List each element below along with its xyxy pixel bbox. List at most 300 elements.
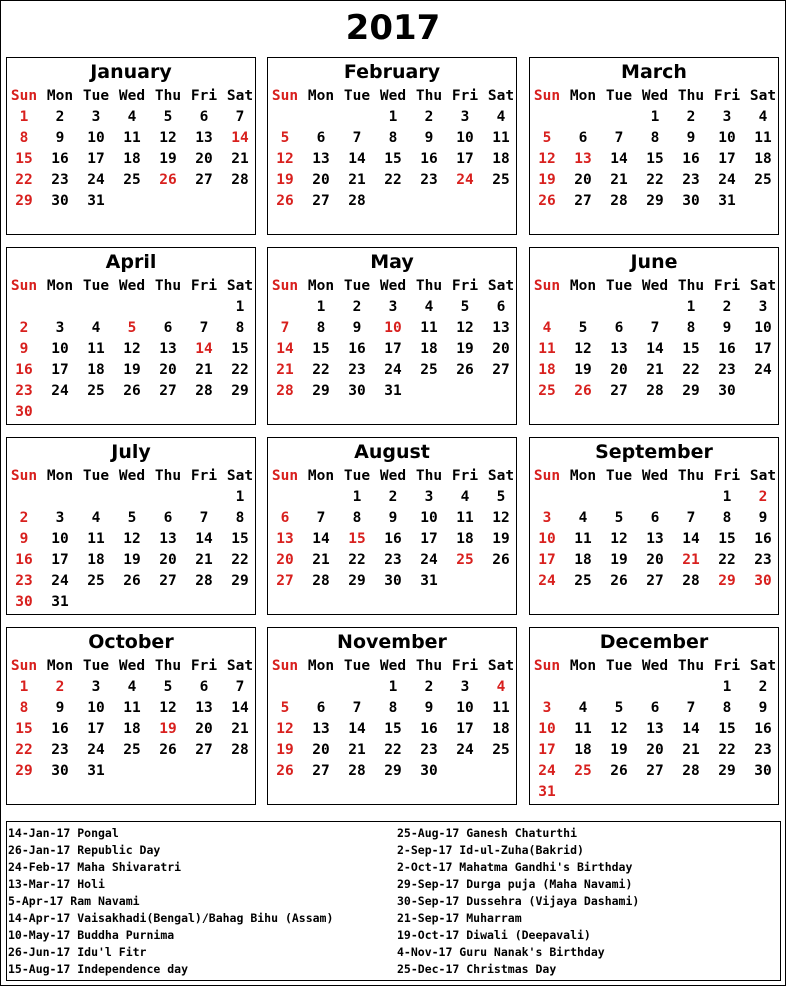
day-cell: 28 <box>682 763 700 779</box>
day-cell: 6 <box>199 109 209 125</box>
day-cell: 2 <box>388 489 398 505</box>
day-cell: 5 <box>127 320 137 336</box>
day-cell: 3 <box>460 109 470 125</box>
day-cell: 26 <box>574 383 592 399</box>
weekday-header-sun: Sun <box>10 658 38 674</box>
day-cell: 28 <box>610 193 628 209</box>
holiday-item: 25-Aug-17 Ganesh Chaturthi <box>397 826 578 840</box>
day-cell: 16 <box>348 341 366 357</box>
day-cell: 3 <box>542 700 552 716</box>
day-cell: 12 <box>538 151 556 167</box>
day-cell: 5 <box>280 700 290 716</box>
day-cell: 3 <box>424 489 434 505</box>
weekday-header-fri: Fri <box>451 468 479 484</box>
month-august <box>267 437 517 615</box>
day-cell: 31 <box>420 573 438 589</box>
holiday-item: 26-Jun-17 Idu'l Fitr <box>8 945 147 959</box>
day-cell: 27 <box>574 193 592 209</box>
day-cell: 5 <box>163 109 173 125</box>
holiday-item: 5-Apr-17 Ram Navami <box>8 894 140 908</box>
day-cell: 24 <box>538 573 556 589</box>
month-title: March <box>621 61 687 83</box>
day-cell: 20 <box>492 341 510 357</box>
day-cell: 6 <box>650 510 660 526</box>
day-cell: 24 <box>456 172 474 188</box>
holiday-item: 29-Sep-17 Durga puja (Maha Navami) <box>397 877 633 891</box>
day-cell: 15 <box>15 721 33 737</box>
day-cell: 9 <box>424 130 434 146</box>
day-cell: 5 <box>280 130 290 146</box>
weekday-header-tue: Tue <box>343 658 371 674</box>
weekday-header-sat: Sat <box>749 658 777 674</box>
day-cell: 19 <box>276 742 294 758</box>
day-cell: 18 <box>420 341 438 357</box>
weekday-header-sun: Sun <box>10 468 38 484</box>
day-cell: 24 <box>51 383 69 399</box>
day-cell: 22 <box>15 742 33 758</box>
holiday-item: 13-Mar-17 Holi <box>8 877 105 891</box>
day-cell: 28 <box>231 742 249 758</box>
day-cell: 21 <box>312 552 330 568</box>
day-cell: 17 <box>420 531 438 547</box>
day-cell: 18 <box>574 552 592 568</box>
day-cell: 14 <box>312 531 330 547</box>
day-cell: 3 <box>91 679 101 695</box>
day-cell: 7 <box>199 510 209 526</box>
day-cell: 4 <box>758 109 768 125</box>
day-cell: 16 <box>15 552 33 568</box>
weekday-header-fri: Fri <box>451 658 479 674</box>
day-cell: 9 <box>758 700 768 716</box>
day-cell: 27 <box>195 172 213 188</box>
day-cell: 1 <box>722 679 732 695</box>
day-cell: 19 <box>276 172 294 188</box>
holiday-list <box>6 821 781 981</box>
day-cell: 13 <box>492 320 510 336</box>
day-cell: 21 <box>231 151 249 167</box>
weekday-header-sat: Sat <box>487 278 515 294</box>
day-cell: 18 <box>492 721 510 737</box>
day-cell: 19 <box>123 552 141 568</box>
day-cell: 10 <box>718 130 736 146</box>
day-cell: 4 <box>542 320 552 336</box>
day-cell: 12 <box>574 341 592 357</box>
day-cell: 15 <box>718 531 736 547</box>
day-cell: 26 <box>123 383 141 399</box>
day-cell: 18 <box>87 362 105 378</box>
day-cell: 17 <box>384 341 402 357</box>
day-cell: 11 <box>123 130 141 146</box>
day-cell: 12 <box>159 130 177 146</box>
day-cell: 9 <box>758 510 768 526</box>
day-cell: 24 <box>87 172 105 188</box>
day-cell: 28 <box>682 573 700 589</box>
day-cell: 24 <box>420 552 438 568</box>
day-cell: 23 <box>51 172 69 188</box>
day-cell: 17 <box>754 341 772 357</box>
day-cell: 26 <box>456 362 474 378</box>
day-cell: 8 <box>316 320 326 336</box>
day-cell: 3 <box>542 510 552 526</box>
day-cell: 26 <box>610 763 628 779</box>
day-cell: 4 <box>460 489 470 505</box>
day-cell: 12 <box>610 531 628 547</box>
day-cell: 13 <box>574 151 592 167</box>
day-cell: 2 <box>352 299 362 315</box>
day-cell: 27 <box>492 362 510 378</box>
holiday-item: 24-Feb-17 Maha Shivaratri <box>8 860 182 874</box>
day-cell: 12 <box>159 700 177 716</box>
day-cell: 27 <box>276 573 294 589</box>
day-cell: 6 <box>199 679 209 695</box>
day-cell: 17 <box>538 742 556 758</box>
day-cell: 15 <box>384 721 402 737</box>
day-cell: 21 <box>646 362 664 378</box>
day-cell: 8 <box>19 700 29 716</box>
day-cell: 6 <box>578 130 588 146</box>
day-cell: 12 <box>276 721 294 737</box>
month-september <box>529 437 779 615</box>
day-cell: 12 <box>492 510 510 526</box>
holiday-item: 10-May-17 Buddha Purnima <box>8 928 175 942</box>
day-cell: 14 <box>682 721 700 737</box>
day-cell: 10 <box>456 700 474 716</box>
day-cell: 15 <box>682 341 700 357</box>
day-cell: 7 <box>352 130 362 146</box>
day-cell: 23 <box>15 573 33 589</box>
day-cell: 25 <box>87 383 105 399</box>
weekday-header-thu: Thu <box>154 658 182 674</box>
day-cell: 28 <box>195 383 213 399</box>
month-february <box>267 57 517 235</box>
month-april <box>6 247 256 425</box>
day-cell: 7 <box>235 109 245 125</box>
day-cell: 23 <box>420 172 438 188</box>
day-cell: 3 <box>758 299 768 315</box>
weekday-header-sat: Sat <box>487 88 515 104</box>
year-title: 2017 <box>345 8 441 48</box>
weekday-header-mon: Mon <box>569 468 597 484</box>
day-cell: 13 <box>646 721 664 737</box>
weekday-header-mon: Mon <box>569 278 597 294</box>
day-cell: 22 <box>231 552 249 568</box>
day-cell: 19 <box>456 341 474 357</box>
day-cell: 29 <box>718 763 736 779</box>
day-cell: 15 <box>15 151 33 167</box>
day-cell: 26 <box>492 552 510 568</box>
day-cell: 7 <box>352 700 362 716</box>
day-cell: 29 <box>646 193 664 209</box>
weekday-header-sun: Sun <box>10 88 38 104</box>
month-title: April <box>105 251 157 273</box>
day-cell: 22 <box>718 552 736 568</box>
day-cell: 23 <box>420 742 438 758</box>
day-cell: 13 <box>312 151 330 167</box>
day-cell: 9 <box>19 531 29 547</box>
day-cell: 2 <box>424 109 434 125</box>
day-cell: 11 <box>574 531 592 547</box>
day-cell: 28 <box>348 193 366 209</box>
day-cell: 25 <box>456 552 474 568</box>
day-cell: 8 <box>388 130 398 146</box>
day-cell: 9 <box>686 130 696 146</box>
day-cell: 19 <box>610 552 628 568</box>
weekday-header-mon: Mon <box>569 658 597 674</box>
day-cell: 21 <box>276 362 294 378</box>
month-may <box>267 247 517 425</box>
day-cell: 4 <box>127 109 137 125</box>
day-cell: 16 <box>51 721 69 737</box>
day-cell: 4 <box>91 510 101 526</box>
month-june <box>529 247 779 425</box>
day-cell: 10 <box>87 700 105 716</box>
day-cell: 16 <box>15 362 33 378</box>
day-cell: 5 <box>496 489 506 505</box>
day-cell: 2 <box>55 109 65 125</box>
day-cell: 11 <box>87 341 105 357</box>
day-cell: 30 <box>682 193 700 209</box>
day-cell: 26 <box>610 573 628 589</box>
day-cell: 17 <box>456 721 474 737</box>
day-cell: 5 <box>614 510 624 526</box>
day-cell: 14 <box>231 700 249 716</box>
day-cell: 25 <box>492 742 510 758</box>
weekday-header-fri: Fri <box>190 658 218 674</box>
day-cell: 3 <box>388 299 398 315</box>
weekday-header-sat: Sat <box>487 468 515 484</box>
day-cell: 30 <box>718 383 736 399</box>
day-cell: 2 <box>19 510 29 526</box>
day-cell: 21 <box>348 742 366 758</box>
day-cell: 26 <box>159 172 177 188</box>
holiday-item: 21-Sep-17 Muharram <box>397 911 522 925</box>
day-cell: 22 <box>384 742 402 758</box>
day-cell: 25 <box>87 573 105 589</box>
day-cell: 9 <box>19 341 29 357</box>
day-cell: 6 <box>163 320 173 336</box>
day-cell: 19 <box>574 362 592 378</box>
day-cell: 22 <box>312 362 330 378</box>
weekday-header-fri: Fri <box>713 88 741 104</box>
day-cell: 7 <box>686 510 696 526</box>
month-title: August <box>354 441 430 463</box>
day-cell: 2 <box>55 679 65 695</box>
day-cell: 21 <box>610 172 628 188</box>
day-cell: 18 <box>123 151 141 167</box>
weekday-header-mon: Mon <box>307 658 335 674</box>
weekday-header-tue: Tue <box>343 88 371 104</box>
holiday-item: 30-Sep-17 Dussehra (Vijaya Dashami) <box>397 894 640 908</box>
day-cell: 15 <box>312 341 330 357</box>
day-cell: 20 <box>646 742 664 758</box>
day-cell: 23 <box>348 362 366 378</box>
day-cell: 20 <box>276 552 294 568</box>
day-cell: 30 <box>754 573 772 589</box>
day-cell: 4 <box>496 679 506 695</box>
weekday-header-thu: Thu <box>415 278 443 294</box>
holiday-list-left <box>8 825 333 978</box>
day-cell: 9 <box>55 700 65 716</box>
day-cell: 2 <box>758 489 768 505</box>
day-cell: 11 <box>754 130 772 146</box>
day-cell: 22 <box>646 172 664 188</box>
day-cell: 7 <box>235 679 245 695</box>
holiday-item: 4-Nov-17 Guru Nanak's Birthday <box>397 945 605 959</box>
day-cell: 31 <box>87 763 105 779</box>
day-cell: 16 <box>682 151 700 167</box>
day-cell: 4 <box>91 320 101 336</box>
day-cell: 7 <box>280 320 290 336</box>
day-cell: 9 <box>55 130 65 146</box>
day-cell: 8 <box>235 510 245 526</box>
weekday-header-fri: Fri <box>451 278 479 294</box>
day-cell: 1 <box>19 109 29 125</box>
day-cell: 13 <box>159 341 177 357</box>
weekday-header-fri: Fri <box>190 278 218 294</box>
weekday-header-mon: Mon <box>46 468 74 484</box>
day-cell: 21 <box>348 172 366 188</box>
day-cell: 21 <box>682 552 700 568</box>
weekday-header-sun: Sun <box>10 278 38 294</box>
day-cell: 30 <box>15 594 33 610</box>
day-cell: 17 <box>51 552 69 568</box>
weekday-header-wed: Wed <box>641 88 669 104</box>
day-cell: 3 <box>722 109 732 125</box>
day-cell: 11 <box>87 531 105 547</box>
day-cell: 7 <box>614 130 624 146</box>
day-cell: 27 <box>646 763 664 779</box>
day-cell: 14 <box>348 151 366 167</box>
day-cell: 12 <box>123 341 141 357</box>
weekday-header-fri: Fri <box>190 468 218 484</box>
day-cell: 10 <box>87 130 105 146</box>
weekday-header-thu: Thu <box>154 278 182 294</box>
day-cell: 3 <box>55 320 65 336</box>
day-cell: 16 <box>51 151 69 167</box>
day-cell: 6 <box>496 299 506 315</box>
weekday-header-mon: Mon <box>46 88 74 104</box>
day-cell: 22 <box>384 172 402 188</box>
day-cell: 1 <box>235 299 245 315</box>
day-cell: 25 <box>754 172 772 188</box>
day-cell: 4 <box>496 109 506 125</box>
day-cell: 31 <box>538 784 556 800</box>
day-cell: 25 <box>420 362 438 378</box>
month-title: June <box>630 251 678 273</box>
weekday-header-wed: Wed <box>641 468 669 484</box>
day-cell: 29 <box>231 383 249 399</box>
holiday-item: 25-Dec-17 Christmas Day <box>397 962 557 976</box>
day-cell: 26 <box>276 193 294 209</box>
day-cell: 9 <box>352 320 362 336</box>
weekday-header-mon: Mon <box>307 88 335 104</box>
weekday-header-tue: Tue <box>82 658 110 674</box>
weekday-header-thu: Thu <box>154 468 182 484</box>
weekday-header-sun: Sun <box>533 88 561 104</box>
day-cell: 1 <box>722 489 732 505</box>
month-title: January <box>90 61 172 83</box>
day-cell: 29 <box>384 763 402 779</box>
day-cell: 15 <box>718 721 736 737</box>
day-cell: 28 <box>348 763 366 779</box>
day-cell: 17 <box>456 151 474 167</box>
day-cell: 12 <box>610 721 628 737</box>
day-cell: 14 <box>646 341 664 357</box>
day-cell: 30 <box>51 763 69 779</box>
day-cell: 26 <box>123 573 141 589</box>
weekday-header-tue: Tue <box>605 88 633 104</box>
day-cell: 4 <box>578 510 588 526</box>
weekday-header-thu: Thu <box>677 658 705 674</box>
day-cell: 28 <box>646 383 664 399</box>
day-cell: 3 <box>460 679 470 695</box>
weekday-header-fri: Fri <box>713 658 741 674</box>
month-march <box>529 57 779 235</box>
day-cell: 19 <box>123 362 141 378</box>
weekday-header-thu: Thu <box>677 88 705 104</box>
day-cell: 24 <box>538 763 556 779</box>
day-cell: 11 <box>538 341 556 357</box>
weekday-header-wed: Wed <box>118 278 146 294</box>
day-cell: 28 <box>231 172 249 188</box>
day-cell: 22 <box>348 552 366 568</box>
weekday-header-sun: Sun <box>271 468 299 484</box>
day-cell: 3 <box>55 510 65 526</box>
day-cell: 16 <box>754 721 772 737</box>
weekday-header-thu: Thu <box>415 88 443 104</box>
day-cell: 13 <box>195 130 213 146</box>
day-cell: 16 <box>718 341 736 357</box>
day-cell: 5 <box>578 320 588 336</box>
day-cell: 15 <box>348 531 366 547</box>
day-cell: 17 <box>87 151 105 167</box>
day-cell: 18 <box>574 742 592 758</box>
day-cell: 29 <box>15 763 33 779</box>
day-cell: 23 <box>51 742 69 758</box>
day-cell: 10 <box>538 531 556 547</box>
day-cell: 20 <box>159 552 177 568</box>
weekday-header-wed: Wed <box>118 88 146 104</box>
day-cell: 5 <box>542 130 552 146</box>
weekday-header-thu: Thu <box>154 88 182 104</box>
day-cell: 6 <box>280 510 290 526</box>
day-cell: 5 <box>460 299 470 315</box>
weekday-header-wed: Wed <box>379 468 407 484</box>
day-cell: 25 <box>574 573 592 589</box>
day-cell: 30 <box>754 763 772 779</box>
day-cell: 20 <box>646 552 664 568</box>
day-cell: 1 <box>316 299 326 315</box>
day-cell: 7 <box>650 320 660 336</box>
weekday-header-tue: Tue <box>82 88 110 104</box>
weekday-header-fri: Fri <box>713 468 741 484</box>
day-cell: 23 <box>15 383 33 399</box>
weekday-header-tue: Tue <box>605 278 633 294</box>
weekday-header-sat: Sat <box>487 658 515 674</box>
day-cell: 24 <box>87 742 105 758</box>
day-cell: 20 <box>159 362 177 378</box>
day-cell: 11 <box>123 700 141 716</box>
weekday-header-mon: Mon <box>307 278 335 294</box>
day-cell: 23 <box>718 362 736 378</box>
day-cell: 15 <box>646 151 664 167</box>
day-cell: 19 <box>610 742 628 758</box>
weekday-header-sat: Sat <box>749 468 777 484</box>
day-cell: 16 <box>384 531 402 547</box>
month-title: October <box>88 631 174 653</box>
day-cell: 5 <box>127 510 137 526</box>
day-cell: 13 <box>610 341 628 357</box>
